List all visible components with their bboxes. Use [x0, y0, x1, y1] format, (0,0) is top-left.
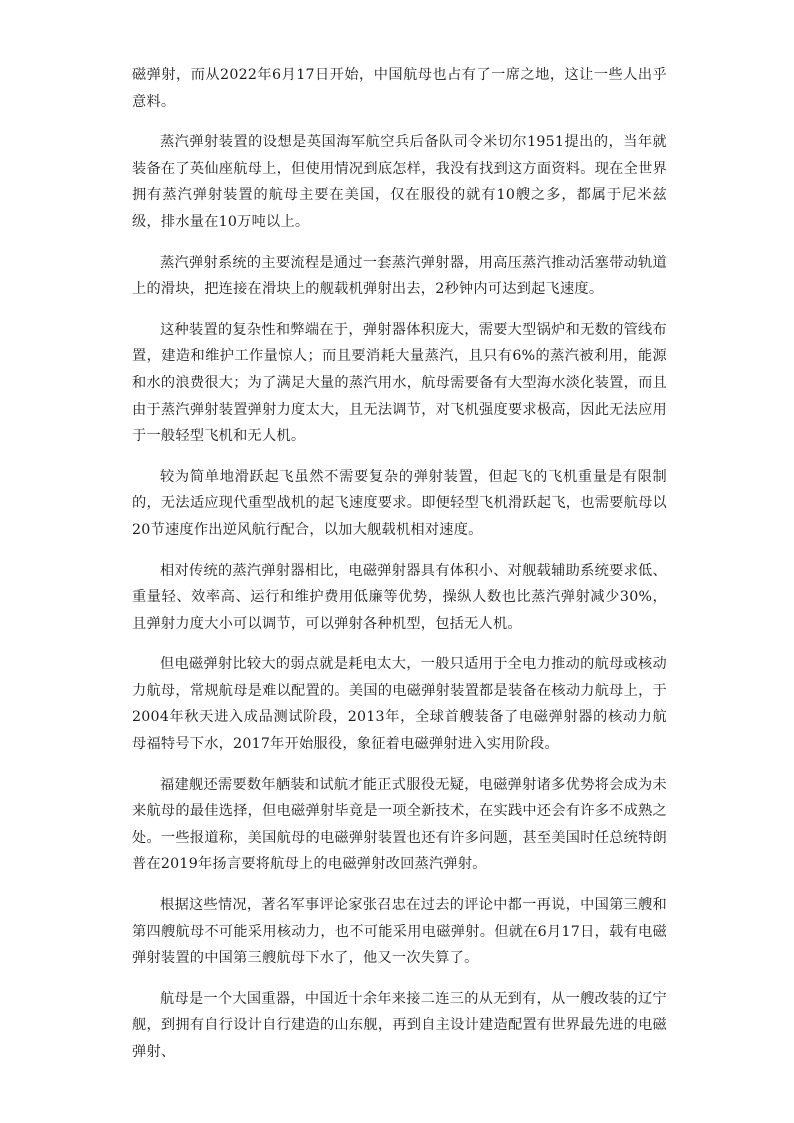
paragraph-9: 根据这些情况，著名军事评论家张召忠在过去的评论中都一再说，中国第三艘和第四艘航母不可能采用核动力，也不可能采用电磁弹射。但就在6月17日，载有电磁弹射装置的中国第三艘航母下水了，他又一次失算了。: [132, 897, 667, 967]
paragraph-8: 福建舰还需要数年舾装和试航才能正式服役无疑，电磁弹射诸多优势将会成为未来航母的最佳选择，但电磁弹射毕竟是一项全新技术，在实践中还会有许多不成熟之处。一些报道称，美国航母的电磁弹射装置也还有许多问题，甚至美国时任总统特朗普在2019年扬言要将航母上的电磁弹射改回蒸汽弹射。: [132, 776, 667, 873]
paragraph-10: 航母是一个大国重器，中国近十余年来接二连三的从无到有，从一艘改装的辽宁舰，到拥有自行设计自行建造的山东舰，再到自主设计建造配置有世界最先进的电磁弹射、: [132, 990, 667, 1060]
paragraph-3: 蒸汽弹射系统的主要流程是通过一套蒸汽弹射器，用高压蒸汽推动活塞带动轨道上的滑块，把连接在滑块上的舰载机弹射出去，2秒钟内可达到起飞速度。: [132, 254, 667, 298]
paragraph-6: 相对传统的蒸汽弹射器相比，电磁弹射器具有体积小、对舰载辅助系统要求低、重量轻、效率高、运行和维护费用低廉等优势，操纵人数也比蒸汽弹射减少30%，且弹射力度大小可以调节，可以弹射各种机型，包括无人机。: [132, 562, 667, 632]
paragraph-7: 但电磁弹射比较大的弱点就是耗电太大，一般只适用于全电力推动的航母或核动力航母，常规航母是难以配置的。美国的电磁弹射装置都是装备在核动力航母上，于2004年秋天进入成品测试阶段，2013年，全球首艘装备了电磁弹射器的核动力航母福特号下水，2017年开始服役，象征着电磁弹射进入实用阶段。: [132, 656, 667, 753]
paragraph-2: 蒸汽弹射装置的设想是英国海军航空兵后备队司令米切尔1951提出的，当年就装备在了英仙座航母上，但使用情况到底怎样，我没有找到这方面资料。现在全世界拥有蒸汽弹射装置的航母主要在美国，仅在服役的就有10艘之多，都属于尼米兹级，排水量在10万吨以上。: [132, 134, 667, 230]
paragraph-4: 这种装置的复杂性和弊端在于，弹射器体积庞大，需要大型锅炉和无数的管线布置，建造和维护工作量惊人；而且要消耗大量蒸汽，且只有6%的蒸汽被利用，能源和水的浪费很大；为了满足大量的蒸汽用水，航母需要备有大型海水淡化装置，而且由于蒸汽弹射装置弹射力度太大，且无法调节，对飞机强度要求极高，因此无法应用于一般轻型飞机和无人机。: [132, 321, 667, 445]
paragraph-1: 磁弹射，而从2022年6月17日开始，中国航母也占有了一席之地，这让一些人出乎意料。: [132, 67, 667, 110]
document-body: [132, 62, 667, 1080]
paragraph-5: 较为简单地滑跃起飞虽然不需要复杂的弹射装置，但起飞的飞机重量是有限制的，无法适应现代重型战机的起飞速度要求。即便轻型飞机滑跃起飞，也需要航母以20节速度作出逆风航行配合，以加大舰载机相对速度。: [132, 468, 667, 538]
